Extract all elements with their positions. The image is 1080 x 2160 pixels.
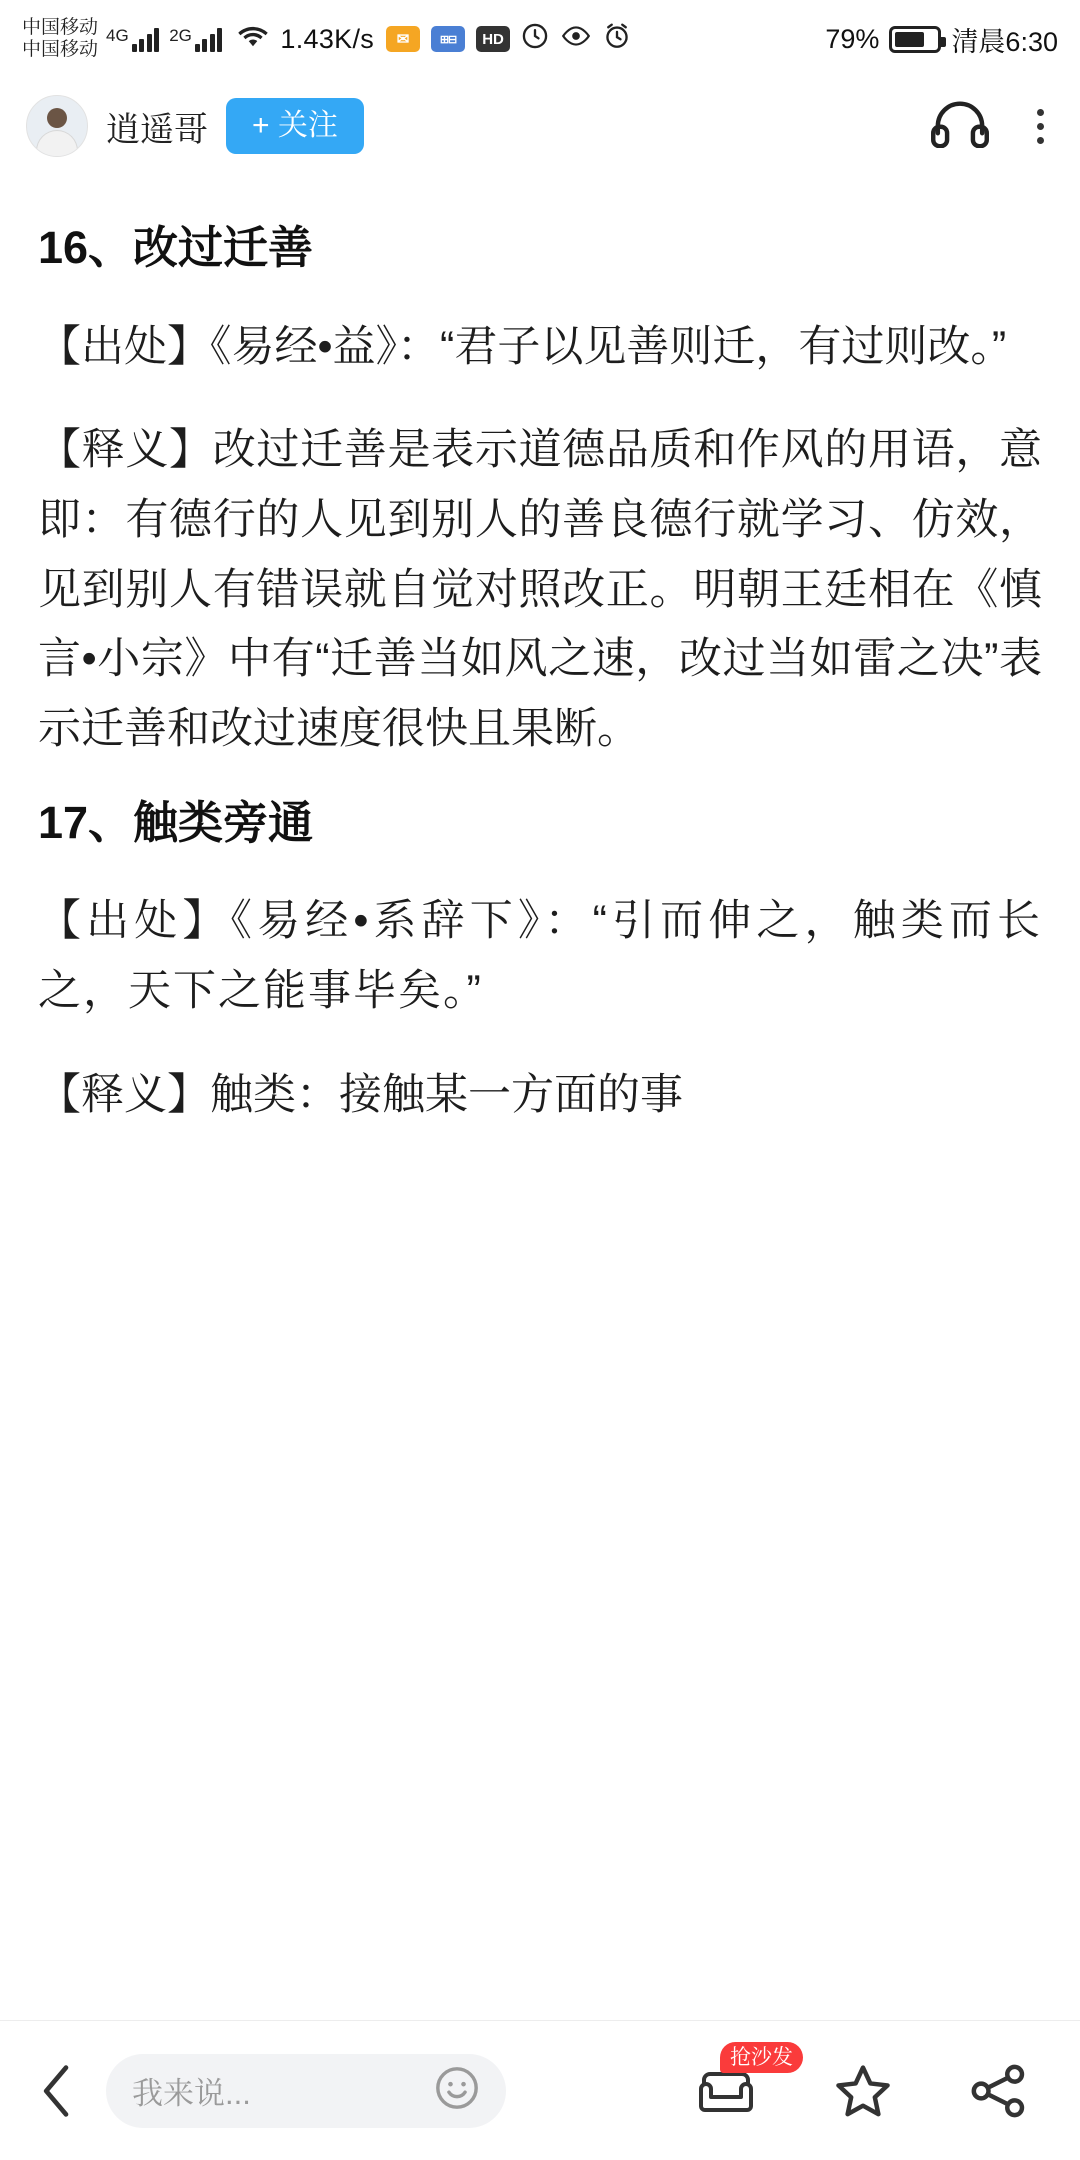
- carrier-line-2: 中国移动: [22, 39, 99, 60]
- more-vertical-icon[interactable]: [1037, 109, 1044, 144]
- comment-placeholder: 我来说...: [132, 2076, 251, 2111]
- header-actions: [929, 100, 1054, 153]
- signal-2-label: 2G: [169, 26, 192, 45]
- star-icon[interactable]: [834, 2063, 892, 2119]
- app-header: [0, 78, 1080, 174]
- signal-1-bars: [132, 26, 160, 52]
- network-speed: 1.43K/s: [280, 23, 375, 54]
- author-name[interactable]: 逍遥哥: [106, 110, 208, 149]
- avatar[interactable]: [26, 95, 88, 157]
- section-heading: 17、触类旁通: [38, 796, 314, 848]
- battery-percent: 79%: [825, 23, 880, 54]
- carrier-line-1: 中国移动: [22, 16, 99, 38]
- paragraph: 【释义】触类：接触某一方面的事: [38, 1070, 683, 1119]
- signal-1-label: 4G: [106, 26, 129, 45]
- section-heading: 16、改过迁善: [38, 222, 314, 273]
- comment-input[interactable]: [106, 2054, 506, 2128]
- dnd-icon: [521, 22, 549, 57]
- mail-icon: ✉: [386, 26, 420, 52]
- paragraph: 【出处】《易经•益》：“君子以见善则迁，有过则改。”: [38, 322, 1007, 371]
- follow-button[interactable]: + 关注: [226, 98, 364, 154]
- avatar-head: [47, 108, 67, 128]
- comment-badge: 抢沙发: [720, 2042, 803, 2073]
- battery-icon: [889, 26, 941, 53]
- avatar-body: [36, 130, 78, 156]
- status-clock: 清晨6:30: [951, 26, 1058, 57]
- carrier-labels: [22, 17, 98, 62]
- status-bar-right: [825, 20, 1058, 59]
- wifi-icon: [236, 23, 270, 56]
- back-chevron-icon[interactable]: [34, 2064, 80, 2118]
- headphone-icon[interactable]: [929, 100, 991, 153]
- eye-care-icon: [560, 24, 592, 55]
- signal-2: [169, 26, 222, 52]
- status-bar: [0, 0, 1080, 78]
- comment-sofa-icon[interactable]: [696, 2045, 793, 2118]
- share-icon[interactable]: [970, 2064, 1028, 2118]
- signal-2-bars: [195, 26, 223, 52]
- status-icons: [386, 22, 631, 57]
- paragraph: 【释义】改过迁善是表示道德品质和作风的用语，意即：有德行的人见到别人的善良德行就学习、仿效，见到别人有错误就自觉对照改正。明朝王廷相在《慎言•小宗》中有“迁善当如风之速，改过当如雷之决”表示迁善和改过速度很快且果断。: [38, 426, 1042, 754]
- hd-icon: HD: [476, 26, 510, 52]
- alarm-icon: [603, 22, 631, 57]
- smiley-icon[interactable]: [434, 2065, 480, 2116]
- qr-scan-icon: ⊞⊟: [431, 26, 465, 52]
- article-body: [0, 174, 1080, 1130]
- signal-1: [106, 26, 159, 52]
- paragraph: 【出处】《易经•系辞下》：“引而伸之，触类而长之，天下之能事毕矣。”: [38, 897, 1042, 1016]
- bottom-bar: [0, 2020, 1080, 2160]
- bottom-actions: [696, 2045, 1046, 2119]
